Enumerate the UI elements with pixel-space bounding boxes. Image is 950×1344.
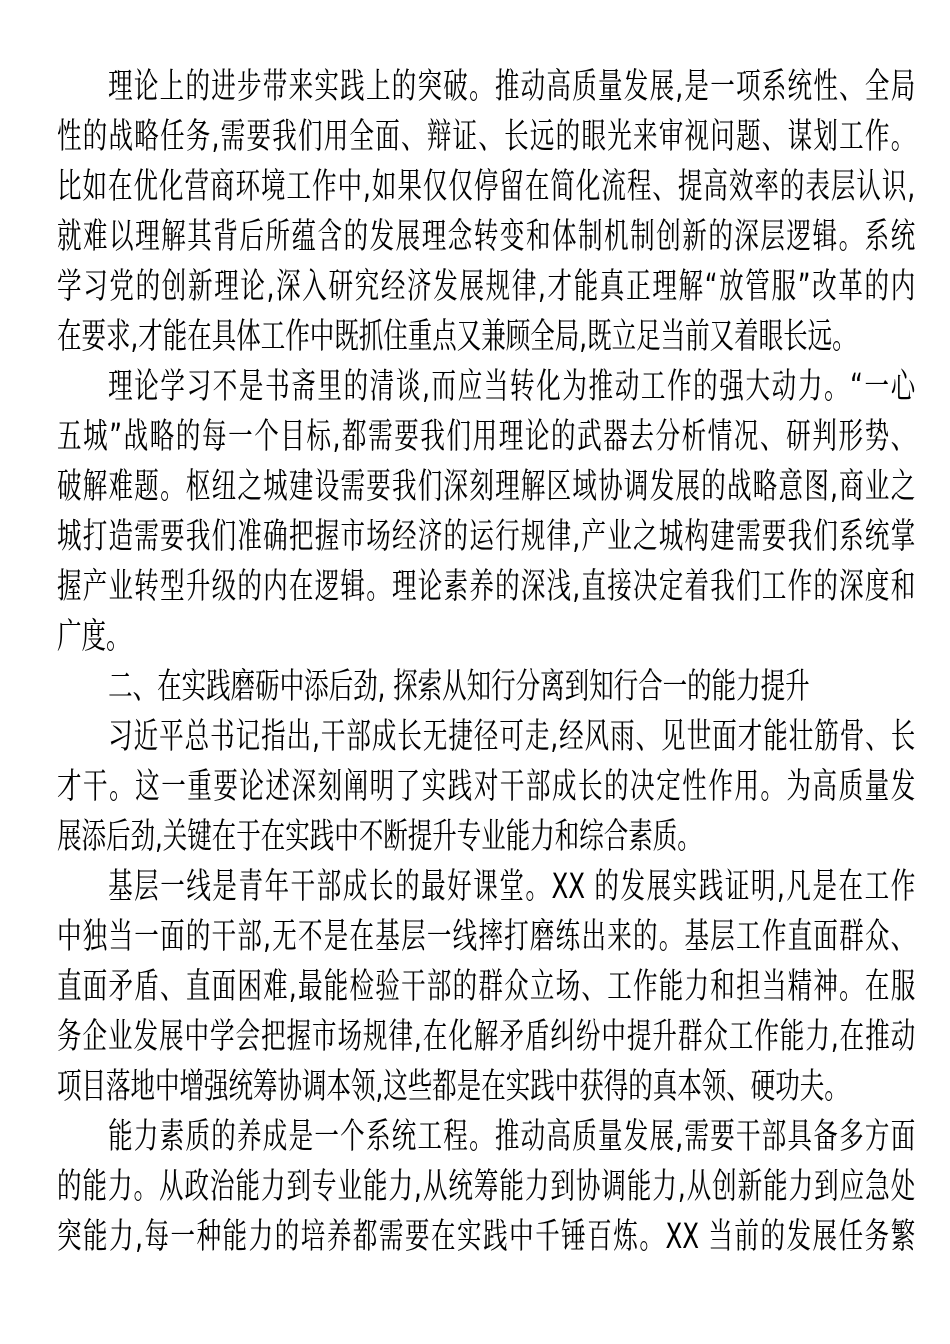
text-line: 理论学习不是书斋里的清谈,而应当转化为推动工作的强大动力。“一心 (108, 367, 916, 407)
text-line: 项目落地中增强统筹协调本领,这些都是在实践中获得的真本领、硬功夫。 (57, 1067, 849, 1107)
text-line: 习近平总书记指出,干部成长无捷径可走,经风雨、见世面才能壮筋骨、长 (108, 717, 916, 757)
text-line: 广度。 (57, 617, 131, 657)
text-line: 比如在优化营商环境工作中,如果仅仅停留在简化流程、提高效率的表层认识, (57, 167, 916, 207)
section-heading: 二、在实践磨砺中添后劲, 探索从知行分离到知行合一的能力提升 (108, 667, 810, 707)
text-line: 突能力,每一种能力的培养都需要在实践中千锤百炼。XX 当前的发展任务繁 (57, 1217, 916, 1257)
text-line: 务企业发展中学会把握市场规律,在化解矛盾纠纷中提升群众工作能力,在推动 (57, 1017, 916, 1057)
text-line: 能力素质的养成是一个系统工程。推动高质量发展,需要干部具备多方面 (108, 1117, 916, 1157)
text-line: 五城”战略的每一个目标,都需要我们用理论的武器去分析情况、研判形势、 (57, 417, 916, 457)
text-line: 展添后劲,关键在于在实践中不断提升专业能力和综合素质。 (57, 817, 702, 857)
text-line: 中独当一面的干部,无不是在基层一线摔打磨练出来的。基层工作直面群众、 (57, 917, 916, 957)
text-line: 基层一线是青年干部成长的最好课堂。XX 的发展实践证明,凡是在工作 (108, 867, 916, 907)
text-line: 就难以理解其背后所蕴含的发展理念转变和体制机制创新的深层逻辑。系统 (57, 217, 916, 257)
text-line: 在要求,才能在具体工作中既抓住重点又兼顾全局,既立足当前又着眼长远。 (57, 317, 857, 357)
text-line: 的能力。从政治能力到专业能力,从统筹能力到协调能力,从创新能力到应急处 (57, 1167, 916, 1207)
text-line: 学习党的创新理论,深入研究经济发展规律,才能真正理解“放管服”改革的内 (57, 267, 916, 307)
text-line: 理论上的进步带来实践上的突破。推动高质量发展,是一项系统性、全局 (108, 67, 916, 107)
text-line: 城打造需要我们准确把握市场经济的运行规律,产业之城构建需要我们系统掌 (57, 517, 916, 557)
text-line: 直面矛盾、直面困难,最能检验干部的群众立场、工作能力和担当精神。在服 (57, 967, 916, 1007)
text-line: 握产业转型升级的内在逻辑。理论素养的深浅,直接决定着我们工作的深度和 (57, 567, 916, 607)
text-line: 破解难题。枢纽之城建设需要我们深刻理解区域协调发展的战略意图,商业之 (57, 467, 916, 507)
text-lines (57, 62, 915, 1262)
text-line: 才干。这一重要论述深刻阐明了实践对干部成长的决定性作用。为高质量发 (57, 767, 916, 807)
text-line: 性的战略任务,需要我们用全面、辩证、长远的眼光来审视问题、谋划工作。 (57, 117, 916, 157)
